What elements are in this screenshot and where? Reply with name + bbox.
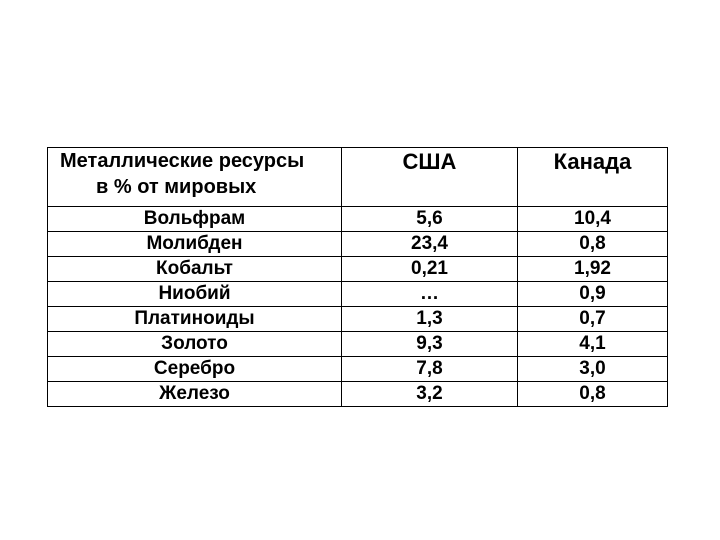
canada-value-cell: 0,8 (518, 382, 668, 407)
metal-name-cell: Вольфрам (48, 207, 342, 232)
canada-value-cell: 0,9 (518, 282, 668, 307)
metal-name-cell: Кобальт (48, 257, 342, 282)
header-usa: США (342, 148, 518, 207)
table-row (48, 207, 668, 232)
usa-value-cell: 9,3 (342, 332, 518, 357)
metal-name-cell: Молибден (48, 232, 342, 257)
table-row (48, 307, 668, 332)
canada-value-cell: 3,0 (518, 357, 668, 382)
table-row (48, 382, 668, 407)
table-row (48, 257, 668, 282)
metal-name-cell: Железо (48, 382, 342, 407)
table-header-row (48, 148, 668, 207)
header-metal-line1: Металлические ресурсы (60, 150, 305, 172)
header-metal-resources (48, 148, 342, 207)
metal-name-cell: Платиноиды (48, 307, 342, 332)
table-row (48, 232, 668, 257)
canada-value-cell: 1,92 (518, 257, 668, 282)
usa-value-cell: 7,8 (342, 357, 518, 382)
canada-value-cell: 10,4 (518, 207, 668, 232)
table-row (48, 282, 668, 307)
table-row (48, 332, 668, 357)
usa-value-cell: 3,2 (342, 382, 518, 407)
usa-value-cell: 5,6 (342, 207, 518, 232)
usa-value-cell: 1,3 (342, 307, 518, 332)
table-row (48, 357, 668, 382)
usa-value-cell: … (342, 282, 518, 307)
canada-value-cell: 4,1 (518, 332, 668, 357)
canada-value-cell: 0,7 (518, 307, 668, 332)
metal-name-cell: Золото (48, 332, 342, 357)
resources-table (47, 147, 668, 407)
metal-name-cell: Ниобий (48, 282, 342, 307)
metal-name-cell: Серебро (48, 357, 342, 382)
header-metal-line2: в % от мировых (96, 176, 257, 198)
header-canada: Канада (518, 148, 668, 207)
usa-value-cell: 23,4 (342, 232, 518, 257)
usa-value-cell: 0,21 (342, 257, 518, 282)
canada-value-cell: 0,8 (518, 232, 668, 257)
